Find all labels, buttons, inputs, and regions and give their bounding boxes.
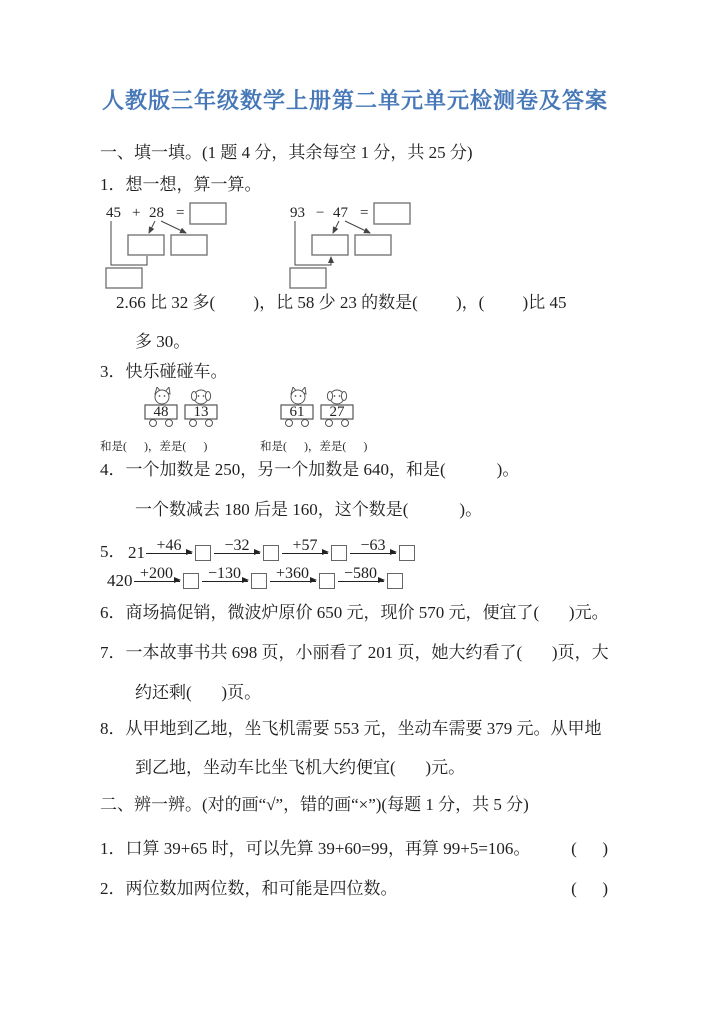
wheel: [302, 420, 309, 427]
arrow-right-icon: −580: [338, 566, 384, 590]
bumper-cars-illustration: [144, 387, 220, 433]
wheel: [286, 420, 293, 427]
chain-start-value: 21: [128, 543, 145, 562]
diagram-operand-b: 28: [149, 205, 164, 221]
q7-line2: 约还剩( )页。: [135, 683, 262, 702]
car-caption: 和是( )，差是( ): [260, 441, 368, 453]
answer-box: [128, 235, 164, 255]
bumper-car-group-1: [100, 387, 260, 454]
q3-label: 3．快乐碰碰车。: [100, 362, 228, 381]
cat-icon: [291, 387, 306, 404]
q1-label: 1．想一想，算一算。: [100, 175, 262, 194]
car-number: 61: [289, 404, 305, 420]
q8-line1: 8．从甲地到乙地，坐飞机需要 553 元，坐动车需要 379 元。从甲地: [100, 719, 602, 738]
arrow-right-icon: +360: [270, 566, 316, 590]
s2-q2-answer-blank: ( ): [571, 879, 608, 898]
diagram-operator: −: [316, 205, 325, 221]
q2-line1: 2.66 比 32 多( )，比 58 少 23 的数是( )，( )比 45: [116, 293, 567, 312]
section2-q2: [100, 878, 630, 900]
car-number: 27: [329, 404, 345, 420]
section1-heading: 一、填一填。(1 题 4 分，其余每空 1 分，共 25 分): [100, 143, 473, 162]
answer-box: [106, 268, 142, 288]
diagram-operand-a: 45: [106, 205, 121, 221]
answer-box: [251, 573, 267, 589]
answer-box: [171, 235, 207, 255]
answer-box: [183, 573, 199, 589]
answer-box: [190, 203, 226, 224]
answer-box: [374, 203, 410, 224]
diagram-equals: =: [360, 205, 369, 221]
arrow-right-icon: −32: [214, 538, 260, 562]
diagram-equals: =: [176, 205, 185, 221]
q2-line2: 多 30。: [135, 332, 191, 351]
answer-box: [290, 268, 326, 288]
answer-box: [387, 573, 403, 589]
answer-box: [263, 545, 279, 561]
car-caption: 和是( )，差是( ): [100, 441, 208, 453]
section2-heading: 二、辨一辨。(对的画“√”，错的画“×”)(每题 1 分，共 5 分): [100, 795, 529, 814]
dog-icon: [327, 390, 346, 404]
wheel: [326, 420, 333, 427]
decomposition-diagram-addition: [104, 202, 236, 290]
wheel: [342, 420, 349, 427]
bumper-cars-illustration: [280, 387, 356, 433]
q7-line1: 7．一本故事书共 698 页，小丽看了 201 页，她大约看了( )页，大: [100, 643, 609, 662]
arrow-right-icon: +46: [146, 538, 192, 562]
question-number: 5．: [100, 542, 126, 561]
diagram-operand-a: 93: [290, 205, 305, 221]
diagram-operator: +: [132, 205, 141, 221]
wheel: [206, 420, 213, 427]
answer-box: [331, 545, 347, 561]
section2-q1: [100, 838, 630, 860]
answer-box: [319, 573, 335, 589]
answer-box: [399, 545, 415, 561]
page-title: 人教版三年级数学上册第二单元单元检测卷及答案: [102, 88, 609, 113]
answer-box: [355, 235, 391, 255]
arrow-right-icon: −130: [202, 566, 248, 590]
answer-box: [195, 545, 211, 561]
cat-icon: [155, 387, 170, 404]
arrow-right-icon: +57: [282, 538, 328, 562]
diagram-operand-b: 47: [333, 205, 348, 221]
q5-chain-row-2: [100, 566, 630, 590]
dog-icon: [191, 390, 210, 404]
decomposition-diagram-subtraction: [288, 202, 420, 290]
s2-q1-text: 1．口算 39+65 时，可以先算 39+60=99，再算 99+5=106。: [100, 839, 531, 858]
car-number: 48: [153, 404, 169, 420]
wheel: [150, 420, 157, 427]
s2-q2-text: 2．两位数加两位数，和可能是四位数。: [100, 879, 398, 898]
answer-box: [312, 235, 348, 255]
q3-bumper-cars: [100, 387, 630, 454]
wheel: [166, 420, 173, 427]
q8-line2: 到乙地，坐动车比坐飞机大约便宜( )元。: [135, 758, 466, 777]
wheel: [190, 420, 197, 427]
s2-q1-answer-blank: ( ): [571, 839, 608, 858]
car-number: 13: [193, 404, 209, 420]
q6-text: 6．商场搞促销，微波炉原价 650 元，现价 570 元，便宜了( )元。: [100, 603, 609, 622]
q4-line1: 4．一个加数是 250，另一个加数是 640，和是( )。: [100, 460, 520, 479]
q4-line2: 一个数减去 180 后是 160，这个数是( )。: [135, 500, 483, 519]
q1-diagrams: [104, 202, 630, 290]
q5-chain-row-1: [100, 537, 630, 562]
arrow-right-icon: +200: [134, 566, 180, 590]
chain-start-value: 420: [107, 571, 133, 590]
bumper-car-group-2: [260, 387, 420, 454]
arrow-right-icon: −63: [350, 538, 396, 562]
